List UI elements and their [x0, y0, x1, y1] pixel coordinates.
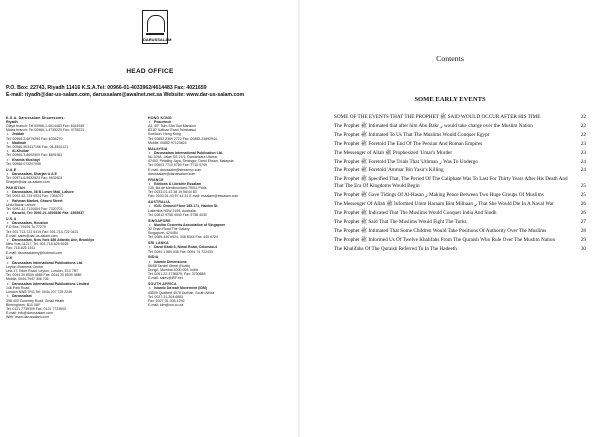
branch-name: • ICIS: Ground Floor 165-171, Haldon St. — [148, 204, 288, 208]
branch-detail: Tel: 0033-01-43 38 19 56/44 83 — [148, 190, 197, 195]
toc-page-number: 28 — [580, 227, 586, 234]
region-heading: INDIA — [148, 255, 159, 260]
toc-entry-title: The Prophet ﷺ Foretold The End Of The Persian And Roman Empires — [334, 140, 483, 147]
toc-entry-title: The Prophet ﷺ Intimated That Some Children Would Take Positions Of Authority Over The Muslims — [334, 227, 547, 234]
branch-detail: P.O Box: 79194 Tx 77279 — [6, 225, 46, 230]
branch-detail: E-mail: sales@dar-us-salam.com — [6, 233, 58, 238]
right-page — [300, 0, 600, 437]
branch-detail: Web: www.darussalam.com — [6, 315, 50, 320]
branch-name: • Rahman Market, Ghazni Street — [6, 199, 138, 203]
branch-detail: 398-400 Coventry Road, Small Heath — [6, 298, 65, 303]
toc-page-number: 24 — [580, 158, 586, 165]
region-heading: SRI LANKA — [148, 241, 169, 246]
toc-entry-title: The Prophet ﷺ Specified That, The Period Of The Caliphate Was To Last For Thirty Years After His Death And That The Era Of Kingdoms Would Begin — [334, 176, 568, 190]
toc-entry-title: The Prophet ﷺ Foretold 'Ammar Bin Yasir's Killing — [334, 167, 444, 174]
head-office-title: HEAD OFFICE — [126, 68, 174, 75]
toc-page-number: 22 — [580, 122, 586, 129]
branch-detail: Tel: 001-713-722 0419 Fax: 001-713-722 0431 — [6, 229, 79, 234]
mosque-dome-icon — [147, 15, 165, 32]
toc-entry-title: The Prophet ﷺ Intimated that after him Abu Bakr ر would take charge over the Muslim Nation — [334, 122, 533, 129]
branch-detail: Malaz branch: Tel 00966-1-4735220 Fax: 4735221 — [6, 128, 85, 133]
toc-entry — [334, 150, 586, 157]
branch-detail: Tel: 0027-31-304-6883 — [148, 294, 184, 299]
branch-detail: Tel: 00603 7710 9750 Fax: 7710 0749 — [148, 163, 207, 168]
toc-page-number: 22 — [580, 114, 586, 120]
toc-page-number: 25 — [580, 183, 586, 190]
toc-entry-title: SOME OF THE EVENTS THAT THE PROPHET ﷺ SAID WOULD OCCUR AFTER HIS TIME — [334, 114, 541, 120]
branch-detail: Tel: 0121 7739309 Fax: 0121 7723600 — [6, 306, 66, 311]
branch-detail: Urdu Bazar Lahore — [6, 202, 36, 207]
toc-entry-title: The Prophet ﷺ Intimated To Us That The Muslims Would Conquer Egypt — [334, 131, 490, 138]
branch-detail: 32 Onan Road The Galaxy — [148, 227, 190, 232]
toc-page-number: 29 — [580, 236, 586, 243]
toc-entry — [334, 159, 586, 166]
branch-detail: Sharjah@dar-us-salam.com — [6, 180, 50, 185]
branches-column-2 — [148, 114, 288, 307]
branch-detail: Mobile: 00852 97123624 — [148, 140, 187, 145]
region-heading: U.A.E — [6, 167, 17, 172]
branch-detail: London NW8 7RG Tel: 0044 207 725 2246 — [6, 290, 73, 295]
region-heading: SINGAPORE — [148, 218, 171, 223]
branch-name: • Jeddah — [6, 132, 138, 136]
branch-detail: darussalam@darussalam.com — [148, 171, 196, 176]
branch-detail: E-mail: darussalamny@hotmail.com — [6, 250, 63, 255]
branch-detail: Tel: 00966-3-8692900 Fax: 8691551 — [6, 153, 63, 158]
toc-page-number: 27 — [580, 218, 586, 225]
branch-name: • Darussalam, New York 486 Atlantic Ave, Brooklyn — [6, 238, 138, 242]
branch-name: • Karachi, Tel: 0092-21-4393936 Fax: 4393937 — [6, 211, 138, 215]
branch-detail: 48009 Qualbert 4078 Durban, South Africa — [148, 290, 215, 295]
toc-entry — [334, 176, 586, 190]
branch-detail: Tel: 0091-22-3736875, Fax: 3730689 — [148, 272, 206, 277]
contents-heading: Contents — [436, 54, 464, 63]
branch-detail: Tel: 0065-440 6924, 348 8344 Fax: 440 6724 — [148, 235, 218, 240]
region-heading: PAKISTAN — [6, 186, 25, 191]
branch-detail: 146 Park Road — [6, 285, 30, 290]
section-heading: SOME EARLY EVENTS — [414, 96, 486, 103]
branch-detail: Lakemba NSW 2195, Australia — [148, 208, 196, 213]
branch-detail: Tel: 0094 1 589 038 Fax: 0094 74 722433 — [148, 249, 213, 254]
toc-page-number: 22 — [580, 131, 586, 138]
branch-detail: Olaya branch: Tel 00966-1-4614483 Fax: 4644945 — [6, 124, 85, 128]
toc-entry — [334, 123, 586, 130]
toc-entry-title: The Prophet ﷺ Said That The Muslims Would Fight The Turks — [334, 218, 467, 225]
region-heading: FRANCE — [148, 177, 164, 182]
toc-entry — [334, 132, 586, 139]
toc-entry — [334, 219, 586, 226]
toc-entry — [334, 167, 586, 174]
branch-detail: New York-11217, Tel: 001-718-625 5925 — [6, 242, 69, 247]
branch-detail: E-mail: darussalm@streamyx.com — [148, 167, 202, 172]
branch-detail: Tel: 0092-42-724 0024 Fax: 7354072 — [6, 194, 64, 199]
branch-name: • Darussalam International Publications Ltd. — [6, 261, 138, 265]
toc-page-number: 23 — [580, 149, 586, 156]
branches-column-1 — [6, 114, 138, 320]
branch-detail: Tel: 00852 2369 2722 Fax: 00852-23692944 — [148, 136, 217, 141]
branch-name: • Darussalam International Publications Limited — [6, 282, 138, 286]
branch-detail: Tel: 00966-072207055 — [6, 161, 41, 166]
branch-detail: Tel: 00612 9758 4040 Fax: 9758 4030 — [148, 212, 207, 217]
toc-entry — [334, 228, 586, 235]
logo-base-line — [146, 33, 164, 35]
region-heading: SOUTH AFRICA — [148, 282, 177, 287]
branch-detail: Fax: 0027-31-305-1292 — [148, 299, 185, 304]
branch-detail: Birmingham, B10 0UF — [6, 302, 41, 307]
branch-detail: 47400, Petaling Jaya, Selangor, Darul Ehsan, Malaysia — [148, 159, 234, 164]
toc-entry — [334, 141, 586, 148]
branch-detail: Fax: 718-625 1511 — [6, 246, 36, 251]
toc-entry — [334, 201, 586, 208]
branch-detail: E-mail: idm@ion.co.za — [148, 303, 184, 308]
address-line: E-mail: riyadh@dar-us-salam.com, darussalam@awalnet.net.sa Website: www.dar-us-salam.com — [6, 92, 245, 98]
toc-page-number: 25 — [580, 192, 586, 199]
toc-entry — [334, 246, 586, 253]
branch-detail: 56/58 Tandel Street (North) — [148, 263, 191, 268]
branch-detail: 135, Bd de Menilmontant-75011 Paris — [148, 186, 207, 191]
branch-detail: Leyton Business Centre — [6, 264, 44, 269]
branch-detail: Tel: 00971-6-5632623 Fax: 5632624 — [6, 176, 63, 181]
toc-page-number: 24 — [580, 167, 586, 174]
toc-entry-title: The Khalifahs Of The Quraish Referred To In The Hadeeth — [334, 245, 457, 252]
branch-name: • Editions & Librairie Essalam — [148, 182, 288, 186]
region-heading: MALAYSIA — [148, 146, 168, 151]
toc-page-number: 23 — [580, 140, 586, 147]
toc-page-number: 26 — [580, 209, 586, 216]
branch-name: • Darul Kitab 6, Nimal Road, Colombo-4 — [148, 245, 288, 249]
branch-detail: Tel: 00966-503417156 Fax: 04-8151121 — [6, 145, 69, 150]
toc-entry-title: The Prophet ﷺ Indicated That The Muslims Would Conquer India And Sindh — [334, 209, 497, 216]
region-heading: AUSTRALIA — [148, 200, 171, 205]
toc-entry — [334, 210, 586, 217]
toc-entry-title: The Prophet ﷺ Foretold The Trials That 'Uthman ر Was To Undergo — [334, 158, 478, 165]
toc-entry-title: The Prophet ﷺ Gave Tidings Of Al-Hasan ر Making Peace Between Two Huge Groups Of Muslims — [334, 192, 544, 199]
branch-name: • Madinah — [6, 141, 138, 145]
branch-detail: Unit-17, Etloe Road, Leyton, London, E10 7BT — [6, 269, 79, 274]
publisher-logo — [142, 10, 172, 44]
toc-entry — [334, 192, 586, 199]
branch-detail: No.109A, Jalan SS 21/1, Damansara Utama, — [148, 155, 218, 160]
branch-detail: Tel: 0092-42-7120054 Fax: 7320703 — [6, 207, 63, 212]
branch-detail: Mobile: 0044-7947 306 706 — [6, 277, 49, 282]
branch-name: • Muslim Converts Association of Singapore — [148, 223, 288, 227]
branch-detail: Fax: 0033-01-43 57 44 31 E-mail: essalam@essalam.com — [148, 194, 239, 199]
branch-name: • Darussalam — [6, 294, 138, 298]
branch-detail: Kowloon, Hong Kong — [148, 132, 181, 137]
logo-text: DARUSSALAM — [143, 37, 172, 42]
region-heading: U.S.A — [6, 217, 17, 222]
branch-detail: Riyadh — [6, 119, 18, 124]
table-of-contents — [334, 114, 586, 255]
branch-name: • Darussalam, Sharjah U.A.E — [6, 172, 138, 176]
branch-detail: Tel: 0044 20 8539 4885 Fax: 0044 20 8539 4889 — [6, 273, 82, 278]
region-heading: U.K — [6, 256, 13, 261]
branch-name: • Khamis Mushayt — [6, 158, 138, 162]
toc-entry — [334, 237, 586, 244]
toc-entry — [334, 114, 586, 121]
toc-entry-title: The Messenger of Allah ﷺ Prophesized 'Umar's Murder — [334, 149, 453, 156]
branch-detail: 83-87 Nathan Road Tsimbatsui — [148, 128, 196, 133]
branch-name: • Islamic Dimensions — [148, 260, 288, 264]
branch-detail: A2, 4/F Tsim Sha Tsui Mansion — [148, 124, 196, 128]
branch-detail: Dongri, Mumbai 4000 009, India — [148, 268, 198, 273]
branch-name: • Al-Khobar — [6, 149, 138, 153]
branch-detail: E-mail: sales@IRF.net — [148, 276, 183, 281]
branch-name: • Darussalam, Houston — [6, 221, 138, 225]
address-line: P.O. Box: 22743, Riyadh 11416 K.S.A.Tel: 00966-01-4033962/4614483 Fax: 4021659 — [6, 85, 207, 91]
branch-name: • Darussalam, 36 B Lower Mall, Lahore — [6, 190, 138, 194]
branch-detail: E-mail: info@darussalam.com — [6, 311, 53, 316]
toc-entry-title: The Prophet ﷺ Informed Us Of Twelve Khalifahs From The Quraish Who Rule Over The Muslim Nation — [334, 236, 556, 243]
branch-name: • Islamic Da'wah Movement (IDM) — [148, 286, 288, 290]
region-heading: K.S.A. Darussalam Showrooms: — [6, 115, 65, 120]
toc-entry-title: The Messenger Of Allah ﷺ Informed Umm Haraam Bint Milhaan ر That She Would Die In A Naval War — [334, 201, 554, 208]
region-heading: HONG KONG — [148, 115, 172, 120]
toc-page-number: 30 — [580, 245, 586, 252]
branch-detail: Singapore- 424484 — [148, 231, 178, 236]
branch-name: • Peacetech — [148, 120, 288, 124]
toc-page-number: 26 — [580, 201, 586, 208]
branch-name: • Darussalam International Publication Ltd. — [148, 151, 288, 155]
branch-detail: Tel: 00966-2-6879254 Fax: 6336270 — [6, 136, 63, 141]
head-office-address — [6, 85, 298, 99]
